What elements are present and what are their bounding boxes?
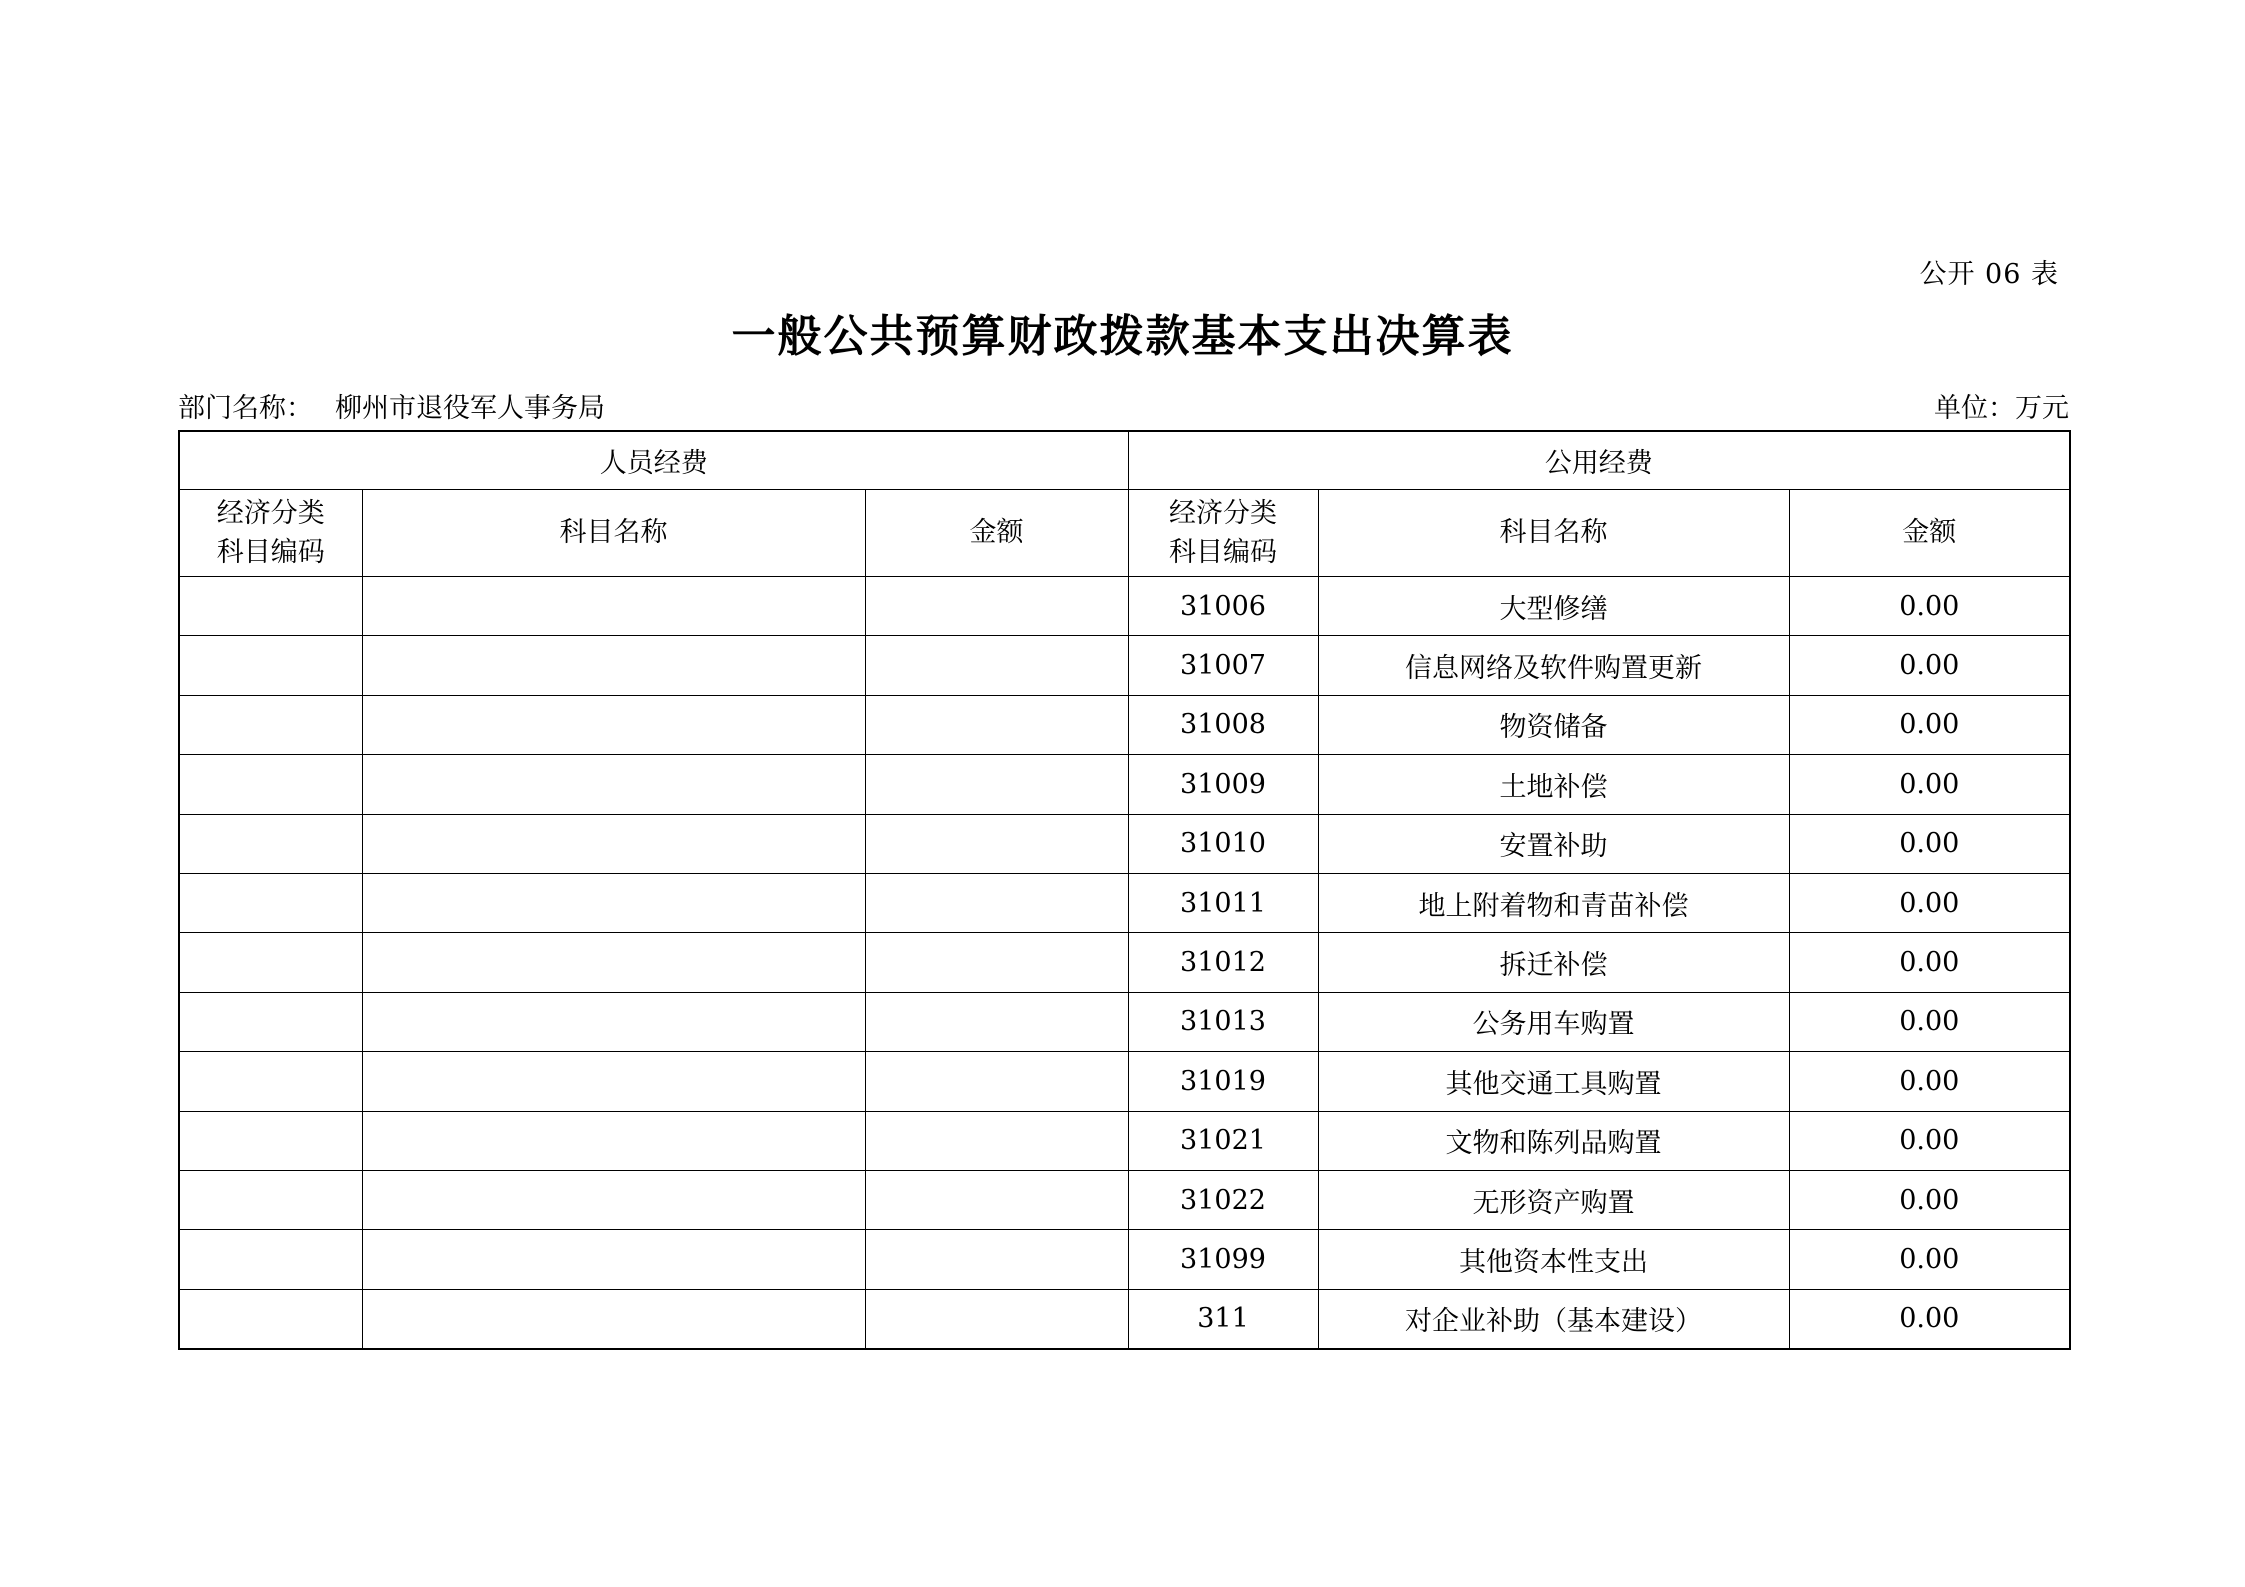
cell-amount-left [865, 1170, 1128, 1229]
col-header-code-left-line1: 经济分类 [216, 497, 325, 529]
cell-name-left [362, 695, 865, 754]
cell-amount-left [865, 695, 1128, 754]
table-row [179, 755, 2070, 814]
cell-amount-left [865, 1230, 1128, 1289]
cell-amount-right: 0.00 [1789, 1289, 2070, 1348]
department-label: 部门名称： [178, 393, 313, 424]
table-row [179, 1289, 2070, 1348]
cell-code-left [179, 933, 362, 992]
department-name: 柳州市退役军人事务局 [335, 393, 605, 424]
cell-amount-right: 0.00 [1789, 636, 2070, 695]
group-header-public: 公用经费 [1128, 431, 2070, 490]
cell-name-right: 其他交通工具购置 [1318, 1052, 1789, 1111]
unit-label: 单位：万元 [1934, 393, 2069, 424]
cell-amount-left [865, 1052, 1128, 1111]
cell-name-left [362, 1052, 865, 1111]
table-row [179, 636, 2070, 695]
cell-code-right: 31013 [1128, 992, 1318, 1051]
cell-code-left [179, 873, 362, 932]
cell-name-left [362, 933, 865, 992]
col-header-amount-right: 金额 [1789, 490, 2070, 577]
cell-code-right: 31006 [1128, 577, 1318, 636]
cell-code-left [179, 1289, 362, 1348]
cell-code-right: 31007 [1128, 636, 1318, 695]
cell-name-right: 物资储备 [1318, 695, 1789, 754]
cell-amount-right: 0.00 [1789, 755, 2070, 814]
cell-code-right: 31010 [1128, 814, 1318, 873]
department-line [178, 386, 605, 425]
cell-amount-left [865, 1289, 1128, 1348]
cell-amount-right: 0.00 [1789, 577, 2070, 636]
cell-name-right: 土地补偿 [1318, 755, 1789, 814]
group-header-row [179, 431, 2070, 490]
col-header-code-right-line1: 经济分类 [1169, 497, 1277, 529]
cell-name-right: 公务用车购置 [1318, 992, 1789, 1051]
cell-name-right: 大型修缮 [1318, 577, 1789, 636]
cell-name-left [362, 1170, 865, 1229]
cell-amount-left [865, 992, 1128, 1051]
cell-code-right: 31012 [1128, 933, 1318, 992]
table-body [179, 577, 2070, 1349]
cell-name-left [362, 755, 865, 814]
col-header-name-left: 科目名称 [362, 490, 865, 577]
cell-amount-right: 0.00 [1789, 873, 2070, 932]
budget-table [178, 430, 2071, 1350]
cell-name-left [362, 992, 865, 1051]
table-row [179, 1230, 2070, 1289]
table-row [179, 933, 2070, 992]
table-row [179, 814, 2070, 873]
cell-code-left [179, 814, 362, 873]
table-row [179, 1052, 2070, 1111]
cell-amount-left [865, 636, 1128, 695]
table-row [179, 873, 2070, 932]
cell-code-right: 31011 [1128, 873, 1318, 932]
cell-name-right: 无形资产购置 [1318, 1170, 1789, 1229]
cell-amount-right: 0.00 [1789, 1111, 2070, 1170]
cell-code-left [179, 1111, 362, 1170]
cell-code-right: 31021 [1128, 1111, 1318, 1170]
doc-tag: 公开 06 表 [1919, 259, 2059, 290]
table-row [179, 1111, 2070, 1170]
cell-name-left [362, 636, 865, 695]
cell-amount-right: 0.00 [1789, 814, 2070, 873]
cell-amount-left [865, 814, 1128, 873]
column-header-row [179, 490, 2070, 577]
col-header-name-right: 科目名称 [1318, 490, 1789, 577]
col-header-code-left-line2: 科目编码 [216, 537, 325, 568]
cell-amount-left [865, 1111, 1128, 1170]
cell-amount-right: 0.00 [1789, 1170, 2070, 1229]
cell-code-left [179, 636, 362, 695]
cell-name-right: 安置补助 [1318, 814, 1789, 873]
group-header-personnel: 人员经费 [179, 431, 1128, 490]
cell-amount-right: 0.00 [1789, 1230, 2070, 1289]
col-header-amount-left: 金额 [865, 490, 1128, 577]
col-header-code-right [1128, 490, 1318, 577]
cell-name-right: 对企业补助（基本建设） [1318, 1289, 1789, 1348]
cell-name-right: 拆迁补偿 [1318, 933, 1789, 992]
cell-code-left [179, 1052, 362, 1111]
cell-code-right: 311 [1128, 1289, 1318, 1348]
cell-code-right: 31008 [1128, 695, 1318, 754]
cell-name-left [362, 1289, 865, 1348]
cell-name-right: 地上附着物和青苗补偿 [1318, 873, 1789, 932]
cell-amount-right: 0.00 [1789, 933, 2070, 992]
meta-row [178, 386, 2069, 425]
cell-amount-right: 0.00 [1789, 1052, 2070, 1111]
cell-code-left [179, 1230, 362, 1289]
cell-amount-left [865, 577, 1128, 636]
cell-name-left [362, 814, 865, 873]
cell-name-right: 其他资本性支出 [1318, 1230, 1789, 1289]
cell-code-left [179, 755, 362, 814]
col-header-code-right-line2: 科目编码 [1169, 537, 1277, 568]
table-row [179, 1170, 2070, 1229]
cell-amount-left [865, 873, 1128, 932]
cell-code-left [179, 577, 362, 636]
cell-amount-left [865, 755, 1128, 814]
table-row [179, 695, 2070, 754]
cell-name-left [362, 577, 865, 636]
table-row [179, 992, 2070, 1051]
cell-name-left [362, 873, 865, 932]
cell-code-left [179, 992, 362, 1051]
cell-code-right: 31009 [1128, 755, 1318, 814]
col-header-code-left [179, 490, 362, 577]
table-row [179, 577, 2070, 636]
cell-name-left [362, 1230, 865, 1289]
cell-code-left [179, 695, 362, 754]
page-title: 一般公共预算财政拨款基本支出决算表 [731, 311, 1514, 362]
cell-code-right: 31022 [1128, 1170, 1318, 1229]
cell-code-right: 31099 [1128, 1230, 1318, 1289]
cell-code-left [179, 1170, 362, 1229]
cell-amount-right: 0.00 [1789, 992, 2070, 1051]
cell-name-left [362, 1111, 865, 1170]
cell-amount-right: 0.00 [1789, 695, 2070, 754]
cell-code-right: 31019 [1128, 1052, 1318, 1111]
cell-name-right: 信息网络及软件购置更新 [1318, 636, 1789, 695]
cell-name-right: 文物和陈列品购置 [1318, 1111, 1789, 1170]
cell-amount-left [865, 933, 1128, 992]
